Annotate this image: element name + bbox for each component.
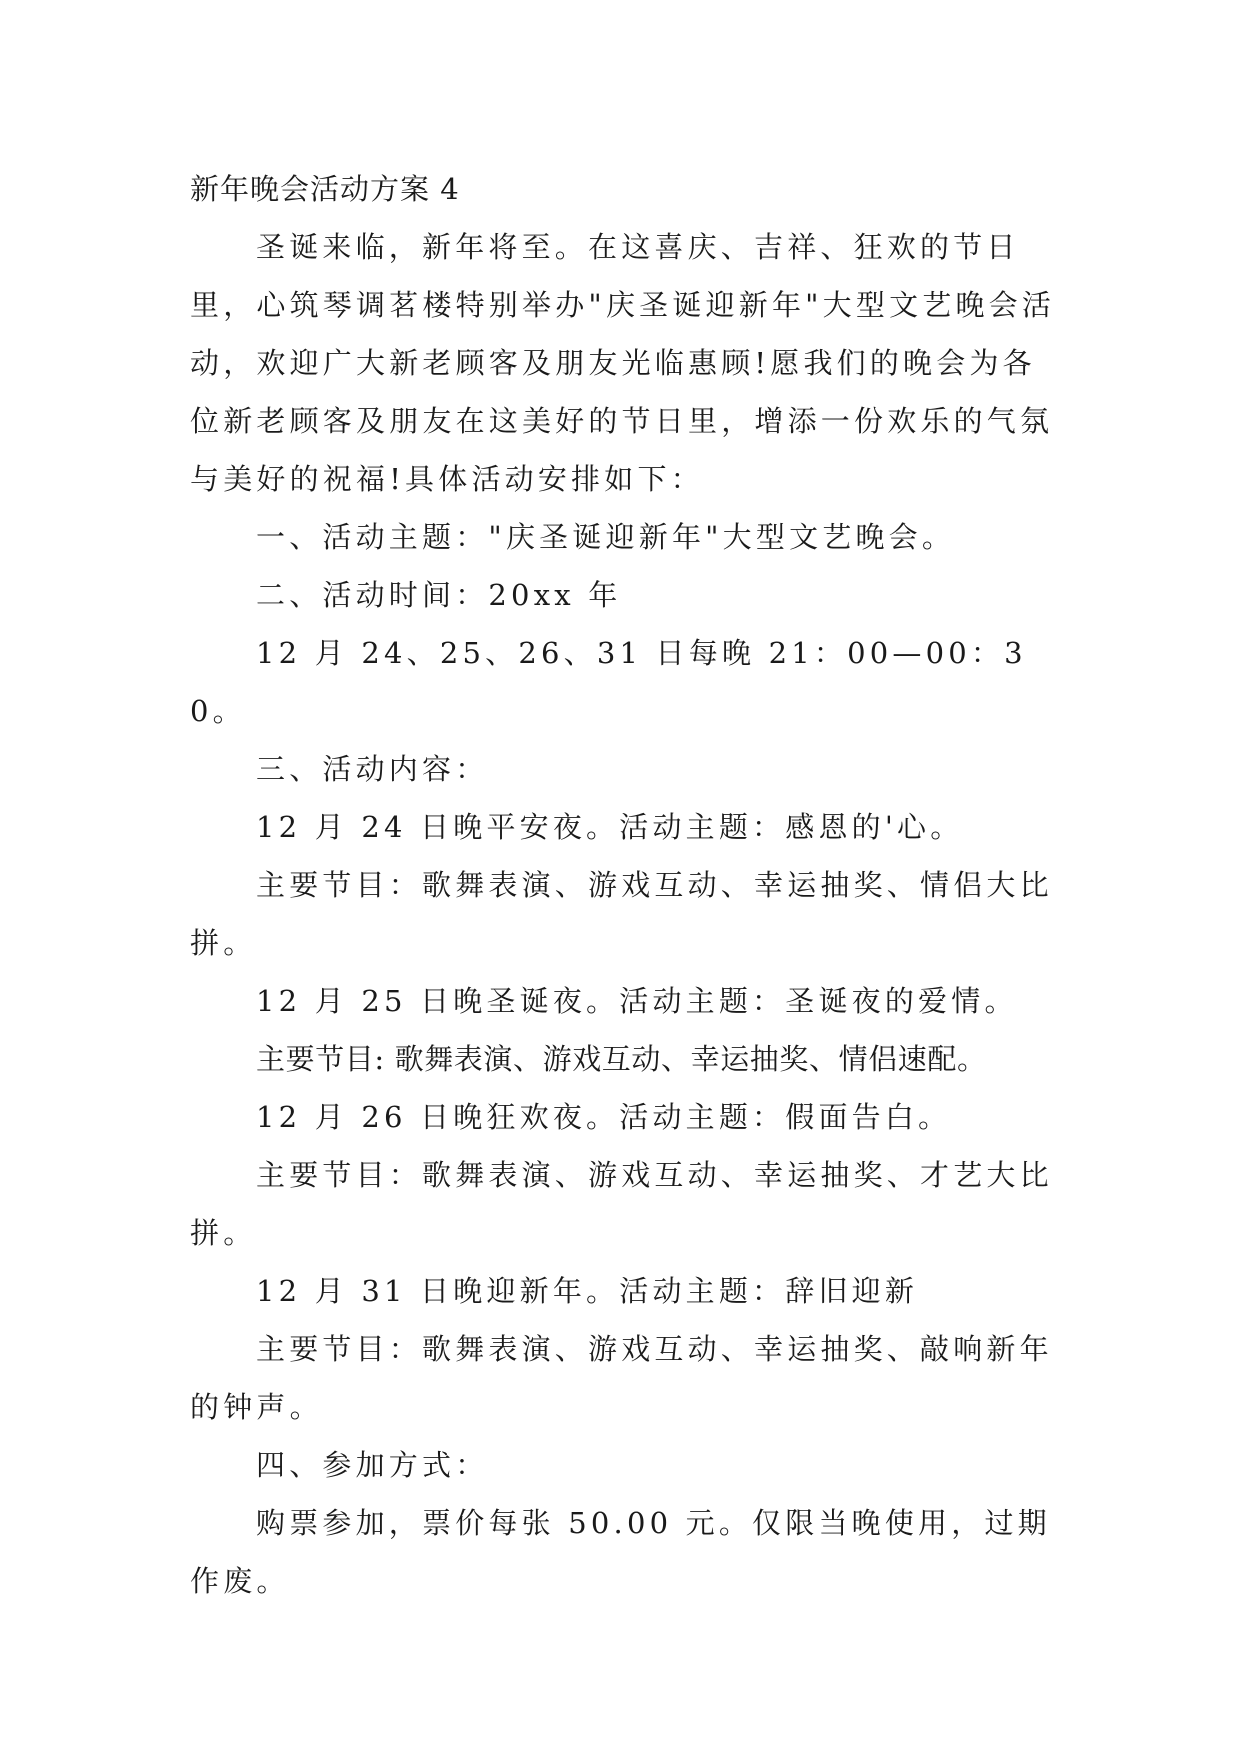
- paragraph-content-heading: 三、活动内容：: [256, 752, 489, 786]
- paragraph-theme: 一、活动主题："庆圣诞迎新年"大型文艺晚会。: [256, 520, 956, 554]
- paragraph-dec31: 12 月 31 日晚迎新年。活动主题：辞旧迎新: [256, 1274, 919, 1308]
- paragraph-dec25: 12 月 25 日晚圣诞夜。活动主题：圣诞夜的爱情。: [256, 984, 1018, 1018]
- paragraph-dec24: 12 月 24 日晚平安夜。活动主题：感恩的'心。: [256, 810, 964, 844]
- paragraph-dec25-program: 主要节目: 歌舞表演、游戏互动、幸运抽奖、情侣速配。: [256, 1042, 987, 1076]
- paragraph-time: 二、活动时间：20xx 年: [256, 578, 622, 612]
- paragraph-dec24-program: 主要节目：歌舞表演、游戏互动、幸运抽奖、情侣大比拼。: [190, 868, 1053, 960]
- paragraph-participation-heading: 四、参加方式：: [256, 1448, 489, 1482]
- paragraph-time-detail: 12 月 24、25、26、31 日每晚 21：00—00：30。: [190, 636, 1027, 728]
- paragraph-dec26: 12 月 26 日晚狂欢夜。活动主题：假面告白。: [256, 1100, 952, 1134]
- document-body: [190, 160, 1060, 1610]
- document-title: 新年晚会活动方案 4: [190, 172, 460, 206]
- paragraph-dec31-program: 主要节目：歌舞表演、游戏互动、幸运抽奖、敲响新年的钟声。: [190, 1332, 1053, 1424]
- paragraph-intro: 圣诞来临，新年将至。在这喜庆、吉祥、狂欢的节日里，心筑琴调茗楼特别举办"庆圣诞迎新年"大型文艺晚会活动，欢迎广大新老顾客及朋友光临惠顾!愿我们的晚会为各位新老顾客及朋友在这美好的节日里，增添一份欢乐的气氛与美好的祝福!具体活动安排如下：: [190, 230, 1056, 496]
- paragraph-participation: 购票参加，票价每张 50.00 元。仅限当晚使用，过期作废。: [190, 1506, 1051, 1598]
- paragraph-dec26-program: 主要节目：歌舞表演、游戏互动、幸运抽奖、才艺大比拼。: [190, 1158, 1053, 1250]
